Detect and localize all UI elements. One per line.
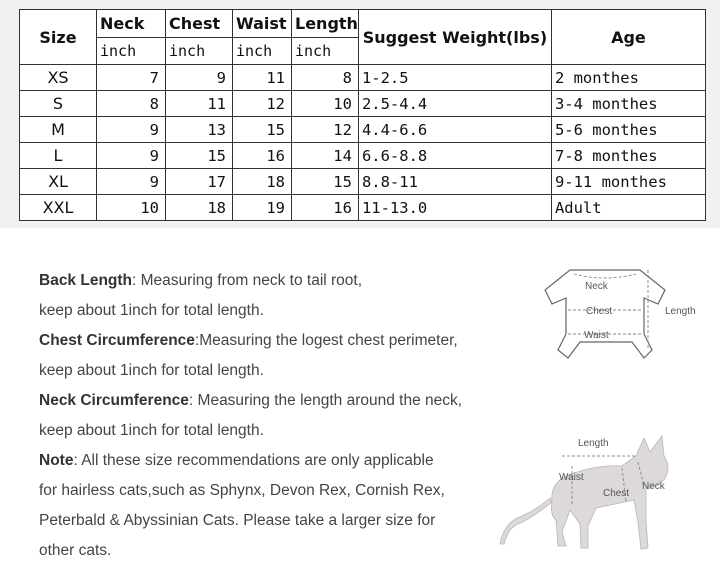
garment-length-label: Length bbox=[665, 306, 696, 317]
header-age: Age bbox=[551, 10, 705, 65]
header-neck: Neck bbox=[97, 10, 166, 38]
cat-waist-label: Waist bbox=[559, 472, 584, 483]
cell-length: 12 bbox=[292, 117, 359, 143]
garment-chest-label: Chest bbox=[586, 306, 613, 317]
garment-waist-label: Waist bbox=[584, 330, 609, 341]
unit-chest: inch bbox=[166, 38, 233, 65]
cell-chest: 9 bbox=[166, 65, 233, 91]
cell-size: XS bbox=[20, 65, 97, 91]
cell-length: 14 bbox=[292, 143, 359, 169]
chest-title: Chest Circumference bbox=[39, 332, 195, 349]
cell-chest: 13 bbox=[166, 117, 233, 143]
cat-silhouette bbox=[500, 436, 668, 549]
cat-neck-label: Neck bbox=[642, 481, 665, 492]
header-waist: Waist bbox=[233, 10, 292, 38]
table-row bbox=[20, 143, 706, 169]
cell-weight: 11-13.0 bbox=[358, 195, 551, 221]
note-line-4: other cats. bbox=[39, 542, 112, 559]
cell-age: Adult bbox=[551, 195, 705, 221]
cell-size: XL bbox=[20, 169, 97, 195]
cell-waist: 18 bbox=[233, 169, 292, 195]
neck-text: : Measuring the length around the neck, bbox=[188, 392, 463, 409]
garment-diagram bbox=[540, 262, 710, 372]
cell-age: 2 monthes bbox=[551, 65, 705, 91]
header-chest: Chest bbox=[166, 10, 233, 38]
table-row bbox=[20, 91, 706, 117]
measurement-notes bbox=[39, 266, 519, 566]
cell-age: 9-11 monthes bbox=[551, 169, 705, 195]
cell-chest: 17 bbox=[166, 169, 233, 195]
cell-length: 15 bbox=[292, 169, 359, 195]
neck-measure-line bbox=[574, 274, 636, 278]
unit-neck: inch bbox=[97, 38, 166, 65]
cell-chest: 15 bbox=[166, 143, 233, 169]
header-length: Length bbox=[292, 10, 359, 38]
note-line-2: for hairless cats,such as Sphynx, Devon Rex, Cornish Rex, bbox=[39, 482, 445, 499]
cat-chest-label: Chest bbox=[603, 488, 630, 499]
cell-length: 8 bbox=[292, 65, 359, 91]
cell-neck: 7 bbox=[97, 65, 166, 91]
chest-line bbox=[39, 326, 519, 356]
chest-text: :Measuring the logest chest perimeter, bbox=[194, 332, 458, 349]
cell-weight: 1-2.5 bbox=[358, 65, 551, 91]
cell-chest: 18 bbox=[166, 195, 233, 221]
cell-length: 16 bbox=[292, 195, 359, 221]
cell-neck: 9 bbox=[97, 169, 166, 195]
header-weight: Suggest Weight(lbs) bbox=[358, 10, 551, 65]
cell-neck: 9 bbox=[97, 143, 166, 169]
header-size: Size bbox=[20, 10, 97, 65]
neck-line bbox=[39, 386, 519, 416]
cat-length-label: Length bbox=[578, 438, 609, 449]
cell-neck: 9 bbox=[97, 117, 166, 143]
back-length-title: Back Length bbox=[39, 272, 133, 289]
cell-age: 5-6 monthes bbox=[551, 117, 705, 143]
table-row bbox=[20, 195, 706, 221]
garment-neck-label: Neck bbox=[585, 281, 608, 292]
cell-size: S bbox=[20, 91, 97, 117]
back-length-line-2: keep about 1inch for total length. bbox=[39, 302, 264, 319]
table-row bbox=[20, 117, 706, 143]
table-row bbox=[20, 169, 706, 195]
cell-waist: 19 bbox=[233, 195, 292, 221]
cell-size: XXL bbox=[20, 195, 97, 221]
cell-weight: 8.8-11 bbox=[358, 169, 551, 195]
chest-line-2: keep about 1inch for total length. bbox=[39, 362, 264, 379]
cell-age: 7-8 monthes bbox=[551, 143, 705, 169]
cell-waist: 12 bbox=[233, 91, 292, 117]
note-text: : All these size recommendations are only applicable bbox=[73, 452, 434, 469]
back-length-text: : Measuring from neck to tail root, bbox=[132, 272, 363, 289]
note-title: Note bbox=[39, 452, 74, 469]
neck-line-2: keep about 1inch for total length. bbox=[39, 422, 264, 439]
cat-diagram bbox=[496, 426, 696, 556]
cell-waist: 15 bbox=[233, 117, 292, 143]
cell-chest: 11 bbox=[166, 91, 233, 117]
size-chart-table bbox=[19, 9, 706, 221]
cell-neck: 10 bbox=[97, 195, 166, 221]
cell-size: L bbox=[20, 143, 97, 169]
cell-weight: 6.6-8.8 bbox=[358, 143, 551, 169]
neck-title: Neck Circumference bbox=[39, 392, 189, 409]
note-line bbox=[39, 446, 519, 476]
cell-weight: 4.4-6.6 bbox=[358, 117, 551, 143]
table-row bbox=[20, 65, 706, 91]
back-length-line bbox=[39, 266, 519, 296]
cell-size: M bbox=[20, 117, 97, 143]
note-line-3: Peterbald & Abyssinian Cats. Please take a larger size for bbox=[39, 512, 436, 529]
cell-age: 3-4 monthes bbox=[551, 91, 705, 117]
unit-waist: inch bbox=[233, 38, 292, 65]
cell-neck: 8 bbox=[97, 91, 166, 117]
cell-length: 10 bbox=[292, 91, 359, 117]
cell-weight: 2.5-4.4 bbox=[358, 91, 551, 117]
cell-waist: 16 bbox=[233, 143, 292, 169]
size-chart-panel bbox=[0, 0, 720, 228]
cell-waist: 11 bbox=[233, 65, 292, 91]
unit-length: inch bbox=[292, 38, 359, 65]
